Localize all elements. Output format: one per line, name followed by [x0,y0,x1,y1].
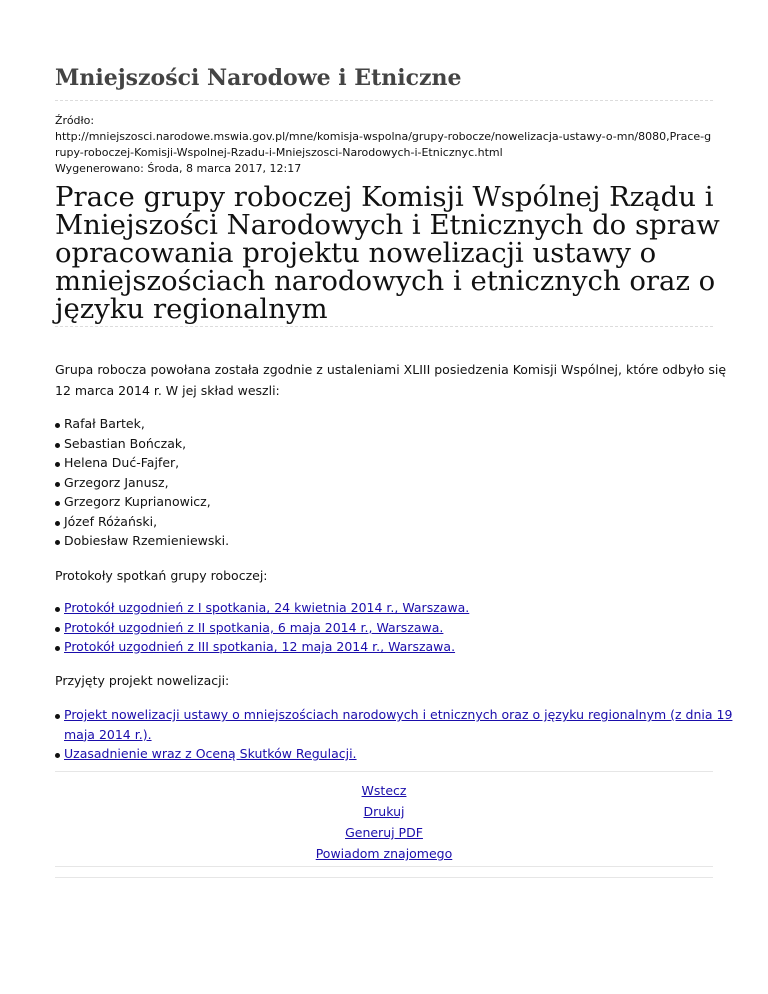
source-url-line-1: http://mniejszosci.narodowe.mswia.gov.pl/mne/komisja-wspolna/grupy-robocze/nowelizacja-ustawy-o-mn/8080,Prace-g [55,130,712,143]
project-heading: Przyjęty projekt nowelizacji: [55,673,230,688]
intro-line: Grupa robocza powołana została zgodnie z ustaleniami XLIII posiedzenia Komisji Wspólnej, które odbyło się [55,362,727,377]
intro-paragraph [55,359,727,401]
intro-line: 12 marca 2014 r. W jej skład weszli: [55,383,280,398]
divider [55,326,713,327]
list-item: Sebastian Bończak, [55,434,229,454]
divider [55,771,713,772]
protocols-list [55,598,469,657]
project-list [55,705,732,764]
list-item: Dobiesław Rzemieniewski. [55,531,229,551]
project-link[interactable] [64,705,732,744]
list-item: Grzegorz Kuprianowicz, [55,492,229,512]
list-item: Grzegorz Janusz, [55,473,229,493]
justification-link[interactable]: Uzasadnienie wraz z Oceną Skutków Regulacji. [64,746,357,761]
back-link[interactable]: Wstecz [361,783,407,798]
list-item: Józef Różański, [55,512,229,532]
list-item: Rafał Bartek, [55,414,229,434]
project-link-line: Projekt nowelizacji ustawy o mniejszościach narodowych i etnicznych oraz o języku regionalnym (z dnia 19 [64,707,733,722]
protocol-link[interactable]: Protokół uzgodnień z II spotkania, 6 maja 2014 r., Warszawa. [64,619,444,635]
generated-date: Wygenerowano: Środa, 8 marca 2017, 12:17 [55,162,302,175]
article-title-line: języku regionalnym [55,293,328,325]
generate-pdf-link[interactable]: Generuj PDF [345,825,423,840]
protocol-link[interactable]: Protokół uzgodnień z I spotkania, 24 kwietnia 2014 r., Warszawa. [64,600,470,615]
list-item: Helena Duć-Fajfer, [55,453,229,473]
list-item [55,637,469,657]
divider [55,877,713,878]
print-link[interactable]: Drukuj [363,804,405,819]
divider [55,100,713,101]
list-item [55,705,732,744]
site-title: Mniejszości Narodowe i Etniczne [55,65,462,91]
article-title-line: Mniejszości Narodowych i Etnicznych do spraw [55,209,720,241]
article-title [55,181,720,325]
list-item [55,744,732,764]
source-url-line-2: rupy-roboczej-Komisji-Wspolnej-Rzadu-i-Mniejszosci-Narodowych-i-Etnicznyc.html [55,146,503,159]
notify-friend-link[interactable]: Powiadom znajomego [315,846,453,861]
page-actions [55,780,713,864]
article-title-line: mniejszościach narodowych i etnicznych oraz o [55,265,716,297]
list-item [55,598,469,618]
members-list [55,414,229,551]
divider [55,866,713,867]
list-item [55,618,469,638]
protocol-link[interactable]: Protokół uzgodnień z III spotkania, 12 maja 2014 r., Warszawa. [64,639,456,654]
article-title-line: Prace grupy roboczej Komisji Wspólnej Rządu i [55,181,714,213]
document-metadata [55,113,715,177]
project-link-line: maja 2014 r.). [64,726,152,742]
protocols-heading: Protokoły spotkań grupy roboczej: [55,568,268,583]
article-title-line: opracowania projektu nowelizacji ustawy o [55,237,657,269]
source-label: Źródło: [55,114,95,127]
